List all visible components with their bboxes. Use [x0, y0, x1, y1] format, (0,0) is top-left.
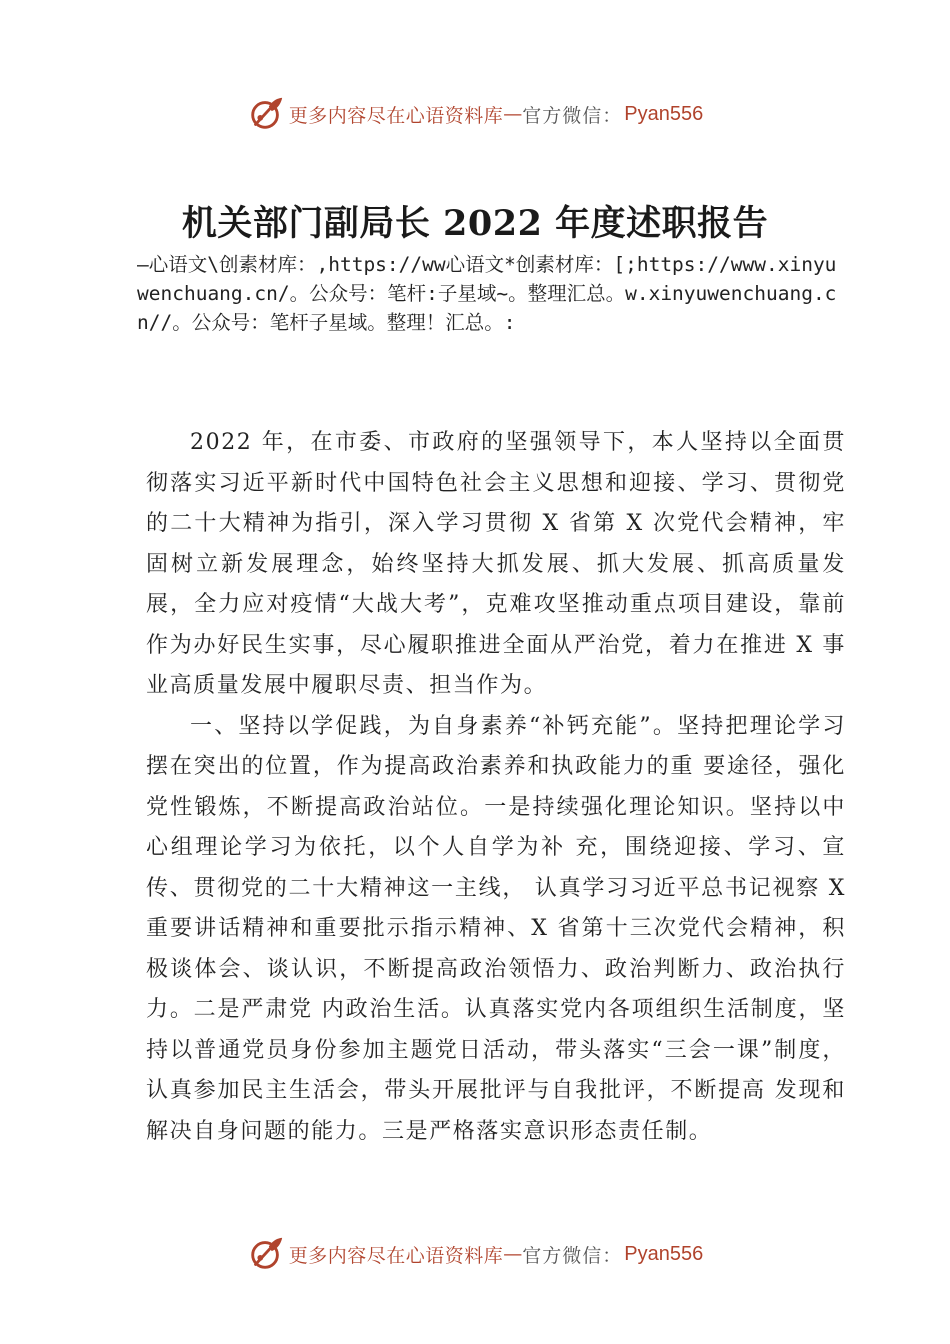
footer-banner [0, 1232, 950, 1276]
document-title: 机关部门副局长 2022 年度述职报告 [181, 203, 769, 244]
header-banner [0, 92, 950, 136]
paragraph-intro: 2022 年，在市委、市政府的坚强领导下，本人坚持以全面贯彻落实习近平新时代中国特色社会主义思想和迎接、学习、贯彻党的二十大精神为指引，深入学习贯彻 X 省第 X 次党代会精神，牢固树立新发展理念，始终坚持大抓发展、抓大发展、抓高质量发展，全力应对疫情“大战大考”，克难攻坚推动重点项目建设，靠前作为办好民生实事，尽心履职推进全面从严治党，着力在推进 X 事业高质量发展中履职尽责、担当作为。 [146, 430, 846, 698]
banner-separator: — [503, 103, 523, 125]
document-body [146, 423, 846, 1152]
banner-slogan: 更多内容尽在心语资料库 [288, 104, 504, 127]
paragraph-section-one: 一、坚持以学促践，为自身素养“补钙充能”。坚持把理论学习摆在突出的位置，作为提高政治素养和执政能力的重 要途径，强化党性锻炼，不断提高政治站位。一是持续强化理论知识。坚持以中心组理论学习为依托，以个人自学为补 充，围绕迎接、学习、宣传、贯彻党的二十大精神这一主线， 认真学习习近平总书记视察 X 重要讲话精神和重要批示指示精神、X 省第十三次党代会精神，积极谈体会、谈认识，不断提高政治领悟力、政治判断力、政治执行力。二是严肃党 内政治生活。认真落实党内各项组织生活制度，坚持以普通党员身份参加主题党日活动，带头落实“三会一课”制度， 认真参加民主生活会，带头开展批评与自我批评，不断提高 发现和解决自身问题的能力。三是严格落实意识形态责任制。 [146, 713, 846, 1144]
quill-seal-logo-icon [247, 1235, 285, 1273]
banner-wechat-id: Pyan556 [624, 1242, 704, 1265]
source-note: —心语文\创素材库：,https://ww心语文*创素材库：[;https://www.xinyuwenchuang.cn/。公众号：笔杆:子星域~。整理汇总。w.xinyuwenchuang.cn//。公众号：笔杆子星域。整理！汇总。: [137, 253, 837, 334]
banner-separator: — [503, 1243, 523, 1265]
banner-wechat-label: 官方微信： [522, 1244, 623, 1267]
banner-slogan: 更多内容尽在心语资料库 [288, 1244, 504, 1267]
quill-seal-logo-icon [247, 95, 285, 133]
banner-wechat-id: Pyan556 [624, 102, 704, 125]
banner-wechat-label: 官方微信： [522, 104, 623, 127]
